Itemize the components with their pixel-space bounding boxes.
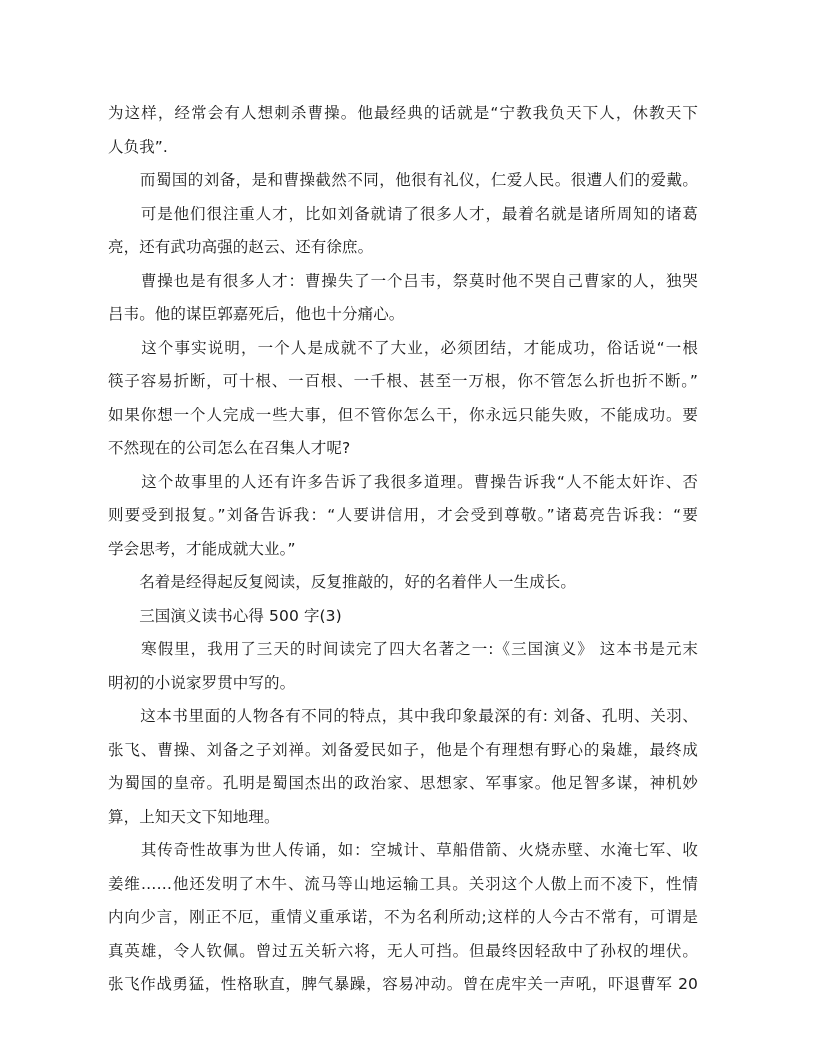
text-line: 这本书里面的人物各有不同的特点，其中我印象最深的有: 刘备、孔明、关羽、 — [108, 707, 698, 725]
text-line: 这个故事里的人还有许多告诉了我很多道理。曹操告诉我“人不能太奸诈、否 — [108, 472, 698, 491]
text-line: 曹操也是有很多人才：曹操失了一个吕韦，祭莫时他不哭自己曹家的人，独哭 — [108, 271, 698, 290]
text-line: 明初的小说家罗贯中写的。 — [108, 673, 296, 692]
text-line: 亮，还有武功高强的赵云、还有徐庶。 — [108, 238, 374, 256]
text-line: 姜维……他还发明了木牛、流马等山地运输工具。关羽这个人傲上而不凌下，性情 — [108, 874, 698, 893]
text-line: 为这样，经常会有人想刺杀曹操。他最经典的话就是“宁教我负天下人，休教天下 — [108, 104, 698, 122]
text-line: 筷子容易折断，可十根、一百根、一千根、甚至一万根，你不管怎么折也折不断。” — [108, 372, 698, 390]
text-line: 其传奇性故事为世人传诵，如：空城计、草船借箭、火烧赤壁、水淹七军、收 — [108, 841, 698, 859]
text-line: 张飞作战勇猛，性格耿直，脾气暴躁，容易冲动。曾在虎牢关一声吼，吓退曹军 20 — [108, 975, 698, 993]
text-line: 内向少言，刚正不厄，重情义重承诺，不为名利所动;这样的人今古不常有，可谓是 — [108, 908, 698, 926]
text-line: 张飞、曹操、刘备之子刘禅。刘备爱民如子，他是个有理想有野心的枭雄，最终成 — [108, 740, 698, 759]
text-line: 寒假里，我用了三天的时间读完了四大名著之一:《三国演义》 这本书是元末 — [108, 640, 698, 658]
text-line: 可是他们很注重人才，比如刘备就请了很多人才，最着名就是诸所周知的诸葛 — [108, 204, 698, 223]
text-line: 名着是经得起反复阅读，反复推敲的，好的名着伴人一生成长。 — [108, 573, 577, 591]
text-line: 真英雄，令人钦佩。曾过五关斩六将，无人可挡。但最终因轻敌中了孙权的埋伏。 — [108, 941, 698, 960]
text-line: 不然现在的公司怎么在召集人才呢? — [108, 439, 351, 457]
text-line: 人负我”. — [108, 137, 168, 156]
text-line: 算，上知天文下知地理。 — [108, 807, 280, 826]
text-line: 如果你想一个人完成一些大事，但不管你怎么干，你永远只能失败，不能成功。要 — [108, 405, 698, 424]
body-text — [108, 97, 698, 1002]
text-line: 吕韦。他的谋臣郭嘉死后，他也十分痛心。 — [108, 305, 405, 323]
text-line: 为蜀国的皇帝。孔明是蜀国杰出的政治家、思想家、军事家。他足智多谋，神机妙 — [108, 774, 698, 792]
text-line: 学会思考，才能成就大业。” — [108, 539, 296, 558]
text-line: 则要受到报复。”刘备告诉我：“人要讲信用，才会受到尊敬。”诸葛亮告诉我：“要 — [108, 506, 698, 524]
text-line: 而蜀国的刘备，是和曹操截然不同，他很有礼仪，仁爱人民。很遭人们的爱戴。 — [108, 171, 698, 189]
text-line: 这个事实说明，一个人是成就不了大业，必须团结，才能成功，俗话说“一根 — [108, 338, 698, 357]
text-line: 三国演义读书心得 500 字(3) — [108, 606, 342, 625]
